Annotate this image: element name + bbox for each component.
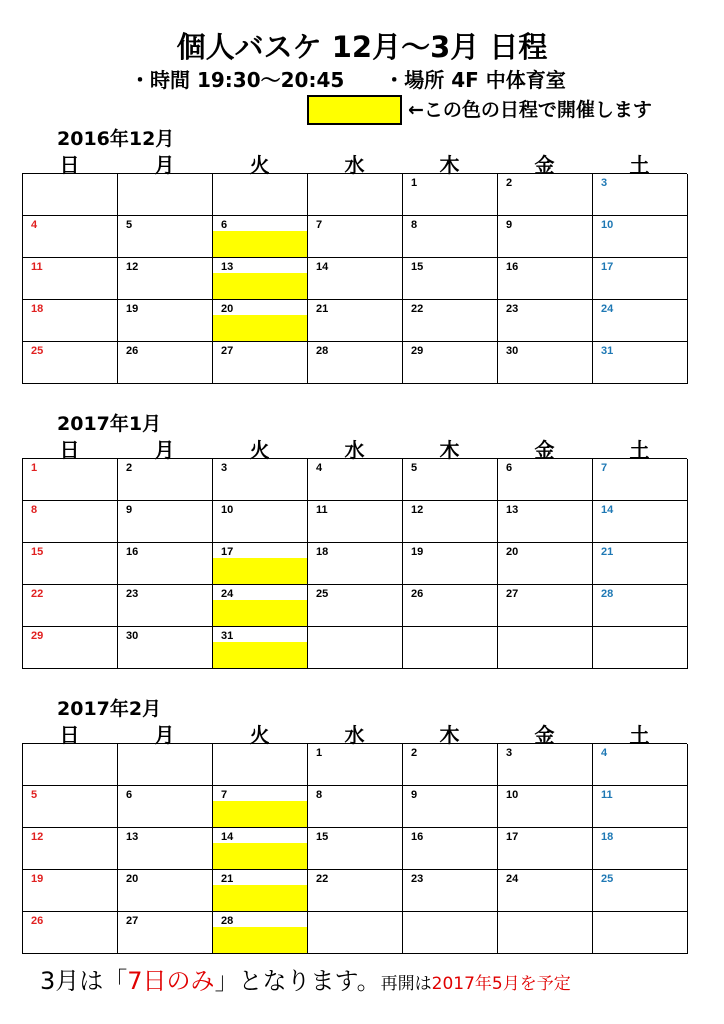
day-number: 20: [506, 546, 519, 558]
calendar-day: [308, 585, 403, 627]
day-number: 10: [601, 219, 614, 231]
day-number: 16: [126, 546, 139, 558]
calendar-day: [308, 258, 403, 300]
calendar-day: [403, 585, 498, 627]
calendar-empty-cell: [213, 174, 308, 216]
day-number: 25: [601, 873, 614, 885]
weekday-label: 火: [249, 153, 270, 177]
calendar-day: [118, 501, 213, 543]
calendar-day: [118, 216, 213, 258]
calendar-day: [23, 501, 118, 543]
month-title: 2016年12月: [57, 128, 175, 150]
calendar-day: [403, 459, 498, 501]
calendar-day: [308, 870, 403, 912]
calendar-day: [403, 342, 498, 384]
day-number: 25: [316, 588, 329, 600]
calendar-day: [213, 258, 308, 300]
day-number: 4: [31, 219, 38, 231]
day-number: 14: [221, 831, 234, 843]
day-number: 23: [411, 873, 424, 885]
day-number: 18: [316, 546, 329, 558]
calendar-day: [308, 342, 403, 384]
day-number: 2: [126, 462, 133, 474]
day-number: 30: [126, 630, 139, 642]
day-number: 18: [31, 303, 44, 315]
day-number: 21: [221, 873, 234, 885]
calendar-empty-cell: [118, 174, 213, 216]
day-number: 9: [411, 789, 418, 801]
day-number: 12: [411, 504, 424, 516]
place-info: ・場所 4F 中体育室: [384, 68, 566, 92]
calendar-day: [308, 501, 403, 543]
weekday-label: 月: [154, 438, 175, 462]
calendar-day: [23, 459, 118, 501]
calendar-day: [213, 216, 308, 258]
weekday-label: 月: [154, 153, 175, 177]
calendar-day: [118, 585, 213, 627]
day-number: 12: [31, 831, 44, 843]
calendar-day: [403, 216, 498, 258]
calendar-day: [118, 870, 213, 912]
day-number: 15: [31, 546, 44, 558]
day-number: 29: [411, 345, 424, 357]
calendar-day: [403, 174, 498, 216]
day-number: 17: [506, 831, 519, 843]
day-number: 28: [221, 915, 234, 927]
calendar-day: [118, 459, 213, 501]
day-number: 25: [31, 345, 44, 357]
day-number: 23: [506, 303, 519, 315]
event-highlight: [213, 642, 307, 668]
day-number: 3: [506, 747, 513, 759]
calendar-day: [498, 258, 593, 300]
calendar-day: [593, 300, 688, 342]
calendar-day: [23, 627, 118, 669]
day-number: 29: [31, 630, 44, 642]
calendar-day: [23, 870, 118, 912]
event-highlight: [213, 273, 307, 299]
weekday-label: 水: [344, 723, 365, 747]
day-number: 27: [221, 345, 234, 357]
calendar-day: [593, 870, 688, 912]
event-highlight: [213, 231, 307, 257]
day-number: 5: [31, 789, 38, 801]
day-number: 30: [506, 345, 519, 357]
calendar-empty-cell: [593, 912, 688, 954]
calendar-empty-cell: [593, 627, 688, 669]
calendar-day: [593, 174, 688, 216]
day-number: 12: [126, 261, 139, 273]
calendar-day: [213, 627, 308, 669]
weekday-label: 金: [534, 438, 555, 462]
weekday-label: 木: [439, 723, 460, 747]
weekday-label: 月: [154, 723, 175, 747]
calendar-day: [498, 543, 593, 585]
calendar-empty-cell: [498, 912, 593, 954]
weekday-label: 日: [59, 723, 80, 747]
calendar-day: [403, 870, 498, 912]
calendar-empty-cell: [23, 174, 118, 216]
event-highlight: [213, 801, 307, 827]
day-number: 28: [601, 588, 614, 600]
day-number: 3: [601, 177, 608, 189]
weekday-label: 火: [249, 723, 270, 747]
calendar-day: [308, 786, 403, 828]
calendar-day: [593, 258, 688, 300]
calendar-day: [403, 786, 498, 828]
calendar-day: [498, 786, 593, 828]
day-number: 6: [506, 462, 513, 474]
calendar-day: [23, 828, 118, 870]
day-number: 11: [316, 504, 328, 516]
day-number: 19: [31, 873, 44, 885]
calendar-day: [593, 786, 688, 828]
calendar-day: [403, 828, 498, 870]
calendar-day: [213, 585, 308, 627]
day-number: 22: [411, 303, 424, 315]
day-number: 31: [221, 630, 234, 642]
calendar-day: [213, 828, 308, 870]
legend-color-swatch: [307, 95, 402, 125]
day-number: 24: [601, 303, 614, 315]
calendar-day: [23, 258, 118, 300]
day-number: 15: [411, 261, 424, 273]
day-number: 5: [411, 462, 418, 474]
weekday-label: 木: [439, 153, 460, 177]
day-number: 11: [601, 789, 613, 801]
footer-text-2: 」となります。: [214, 967, 381, 995]
day-number: 24: [506, 873, 519, 885]
event-highlight: [213, 927, 307, 953]
day-number: 15: [316, 831, 329, 843]
day-number: 8: [411, 219, 418, 231]
day-number: 17: [221, 546, 234, 558]
footer-highlight-days: 7日のみ: [127, 967, 215, 995]
day-number: 19: [411, 546, 424, 558]
calendar-empty-cell: [403, 627, 498, 669]
calendar-day: [593, 342, 688, 384]
calendar-day: [498, 828, 593, 870]
day-number: 7: [221, 789, 228, 801]
calendar-day: [118, 912, 213, 954]
event-highlight: [213, 843, 307, 869]
day-number: 1: [411, 177, 418, 189]
day-number: 6: [126, 789, 133, 801]
day-number: 28: [316, 345, 329, 357]
calendar-grid: [22, 743, 687, 954]
calendar-day: [498, 216, 593, 258]
day-number: 10: [221, 504, 234, 516]
day-number: 11: [31, 261, 43, 273]
calendar-empty-cell: [308, 627, 403, 669]
weekday-label: 火: [249, 438, 270, 462]
day-number: 27: [506, 588, 519, 600]
calendar-day: [213, 786, 308, 828]
day-number: 16: [506, 261, 519, 273]
day-number: 17: [601, 261, 614, 273]
day-number: 22: [316, 873, 329, 885]
calendar-day: [403, 744, 498, 786]
legend-text: ←この色の日程で開催します: [408, 99, 652, 121]
day-number: 5: [126, 219, 133, 231]
calendar-day: [498, 870, 593, 912]
calendar-day: [118, 342, 213, 384]
day-number: 21: [601, 546, 614, 558]
calendar-day: [118, 627, 213, 669]
event-highlight: [213, 885, 307, 911]
event-highlight: [213, 558, 307, 584]
calendar-day: [23, 342, 118, 384]
calendar-day: [118, 786, 213, 828]
day-number: 18: [601, 831, 614, 843]
day-number: 19: [126, 303, 139, 315]
day-number: 20: [126, 873, 139, 885]
calendar-empty-cell: [23, 744, 118, 786]
calendar-empty-cell: [403, 912, 498, 954]
calendar-day: [593, 459, 688, 501]
month-title: 2017年1月: [57, 413, 162, 435]
calendar-day: [593, 216, 688, 258]
calendar-empty-cell: [498, 627, 593, 669]
calendar-day: [593, 501, 688, 543]
calendar-day: [308, 543, 403, 585]
calendar-day: [498, 342, 593, 384]
calendar-day: [498, 501, 593, 543]
footer-text-3: 再開は: [380, 974, 432, 994]
weekday-label: 木: [439, 438, 460, 462]
day-number: 23: [126, 588, 139, 600]
weekday-label: 日: [59, 438, 80, 462]
day-number: 22: [31, 588, 44, 600]
weekday-label: 金: [534, 723, 555, 747]
schedule-info: [130, 68, 690, 92]
calendar-day: [213, 912, 308, 954]
day-number: 14: [316, 261, 329, 273]
day-number: 7: [316, 219, 323, 231]
calendar-grid: [22, 173, 687, 384]
day-number: 24: [221, 588, 234, 600]
day-number: 2: [506, 177, 513, 189]
calendar-day: [403, 300, 498, 342]
calendar-day: [498, 744, 593, 786]
calendar-day: [23, 300, 118, 342]
calendar-day: [403, 501, 498, 543]
day-number: 3: [221, 462, 228, 474]
calendar-day: [403, 258, 498, 300]
calendar-day: [118, 300, 213, 342]
calendar-day: [213, 870, 308, 912]
day-number: 20: [221, 303, 234, 315]
calendar-day: [213, 342, 308, 384]
calendar-day: [23, 543, 118, 585]
footer-note: [40, 966, 720, 999]
day-number: 31: [601, 345, 614, 357]
day-number: 13: [221, 261, 234, 273]
day-number: 6: [221, 219, 228, 231]
day-number: 1: [316, 747, 323, 759]
day-number: 2: [411, 747, 418, 759]
page-title: 個人バスケ 12月～3月 日程: [176, 30, 548, 64]
time-info: ・時間 19:30～20:45: [130, 68, 345, 92]
calendar-day: [213, 459, 308, 501]
day-number: 26: [31, 915, 44, 927]
footer-resume-date: 2017年5月を予定: [431, 974, 571, 994]
calendar-day: [593, 543, 688, 585]
footer-text-1: 3月は「: [40, 967, 128, 995]
day-number: 26: [126, 345, 139, 357]
calendar-day: [118, 828, 213, 870]
day-number: 7: [601, 462, 608, 474]
day-number: 4: [316, 462, 323, 474]
month-title: 2017年2月: [57, 698, 162, 720]
calendar-day: [23, 585, 118, 627]
day-number: 1: [31, 462, 38, 474]
calendar-day: [498, 585, 593, 627]
day-number: 10: [506, 789, 519, 801]
day-number: 9: [506, 219, 513, 231]
day-number: 9: [126, 504, 133, 516]
calendar-day: [213, 300, 308, 342]
calendar-empty-cell: [308, 174, 403, 216]
calendar-day: [498, 174, 593, 216]
calendar-day: [23, 912, 118, 954]
calendar-day: [308, 828, 403, 870]
calendar-day: [213, 543, 308, 585]
day-number: 27: [126, 915, 139, 927]
calendar-day: [308, 300, 403, 342]
calendar-day: [213, 501, 308, 543]
calendar-day: [118, 543, 213, 585]
day-number: 13: [506, 504, 519, 516]
event-highlight: [213, 600, 307, 626]
weekday-label: 水: [344, 438, 365, 462]
weekday-label: 水: [344, 153, 365, 177]
weekday-label: 土: [629, 153, 650, 177]
weekday-label: 金: [534, 153, 555, 177]
calendar-day: [403, 543, 498, 585]
weekday-label: 土: [629, 438, 650, 462]
calendar-day: [593, 828, 688, 870]
calendar-day: [593, 585, 688, 627]
day-number: 13: [126, 831, 139, 843]
event-highlight: [213, 315, 307, 341]
day-number: 16: [411, 831, 424, 843]
calendar-empty-cell: [308, 912, 403, 954]
calendar-day: [593, 744, 688, 786]
calendar-day: [308, 216, 403, 258]
calendar-day: [308, 459, 403, 501]
calendar-day: [308, 744, 403, 786]
calendar-day: [23, 786, 118, 828]
day-number: 21: [316, 303, 329, 315]
calendar-empty-cell: [118, 744, 213, 786]
day-number: 26: [411, 588, 424, 600]
calendar-empty-cell: [213, 744, 308, 786]
calendar-day: [498, 459, 593, 501]
calendar-day: [23, 216, 118, 258]
day-number: 8: [316, 789, 323, 801]
calendar-grid: [22, 458, 687, 669]
day-number: 14: [601, 504, 614, 516]
weekday-label: 日: [59, 153, 80, 177]
weekday-label: 土: [629, 723, 650, 747]
calendar-day: [118, 258, 213, 300]
calendar-day: [498, 300, 593, 342]
day-number: 8: [31, 504, 38, 516]
day-number: 4: [601, 747, 608, 759]
